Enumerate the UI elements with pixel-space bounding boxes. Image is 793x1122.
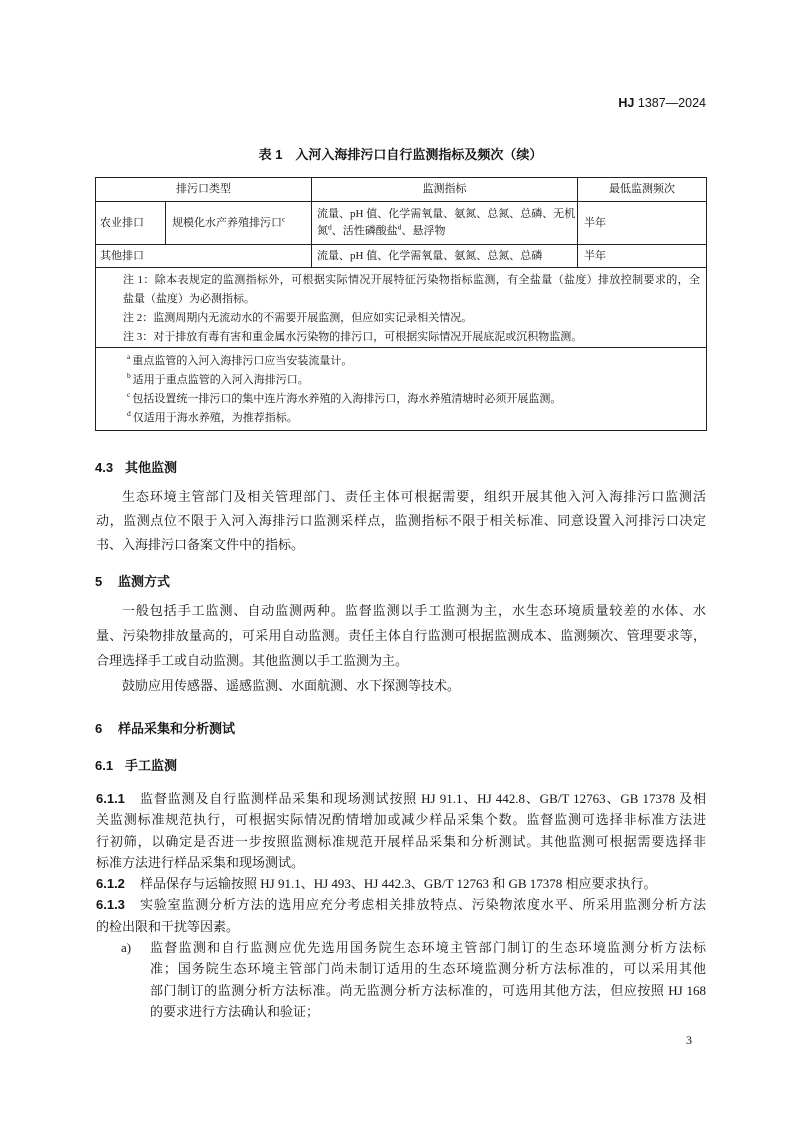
paragraph-line: 的检出限和干扰等因素。 (96, 918, 240, 934)
standard-code-number: 1387—2024 (637, 96, 706, 110)
paragraph-line: 标准方法进行样品采集和现场测试。 (96, 854, 305, 870)
standard-code-prefix: HJ (618, 96, 635, 110)
table-row (96, 245, 707, 268)
paragraph-line: 监督监测及自行监测样品采集和现场测试按照 HJ 91.1、HJ 442.8、GB/T 12763、GB 17378 及相 (140, 791, 706, 806)
section-number: 4.3 (95, 460, 114, 475)
list-item-line: 的要求进行方法确认和验证； (150, 1003, 320, 1019)
subtype-text: 规模化水产养殖排污口 (172, 216, 282, 229)
footnote-text: 仅适用于海水养殖，为推荐指标。 (132, 412, 298, 424)
table-title: 表 1 入河入海排污口自行监测指标及频次（续） (258, 147, 543, 162)
cell-frequency: 半年 (578, 245, 707, 268)
clause-number: 6.1.1 (96, 791, 125, 806)
cell-indicators: 流量、pH 值、化学需氧量、氨氮、总氮、总磷 (312, 245, 578, 268)
indicators-line: 流量、pH 值、化学需氧量、氨氮、总氮、总磷、无机 (317, 208, 576, 220)
list-item-text: 监督监测和自行监测应优先选用国务院生态环境主管部门制订的生态环境监测分析方法标 (150, 940, 706, 956)
section-6-1-body (96, 788, 706, 1022)
note-line: 盐量（盐度）为必测指标。 (123, 293, 255, 305)
cell-category: 其他排口 (96, 245, 312, 268)
indicator-footnote-mark: d (397, 222, 402, 232)
indicator-footnote-mark: d (328, 222, 332, 232)
paragraph-line: 关监测标准规范执行，可根据实际情况酌情增加或减少样品采集个数。监督监测可选择非标准方法进 (96, 812, 706, 828)
section-heading-6-1 (95, 756, 177, 776)
list-item-label: a) (121, 940, 132, 956)
table-footnotes-row (96, 348, 707, 431)
paragraph-line: 量、污染物排放量高的，可采用自动监测。责任主体自行监测可根据监测成本、监测频次、管理要求等， (96, 628, 706, 643)
cell-category: 农业排口 (96, 202, 166, 245)
note-line: 注 2：监测周期内无流动水的不需要开展监测，但应如实记录相关情况。 (123, 312, 473, 324)
indicator-text: 、活性磷酸盐 (331, 225, 398, 237)
paragraph-line: 动，监测点位不限于入河入海排污口监测采样点，监测指标不限于相关标准、同意设置入河排污口决定 (96, 513, 706, 528)
paragraph-line: 一般包括手工监测、自动监测两种。监督监测以手工监测为主，水生态环境质量较差的水体、水 (122, 603, 706, 618)
table-notes (96, 268, 707, 348)
page-number: 3 (686, 1033, 692, 1047)
table-row (96, 202, 707, 245)
footnote-text: 重点监管的入河入海排污口应当安装流量计。 (132, 355, 353, 367)
footnote-text: 适用于重点监管的入河入海排污口。 (132, 374, 309, 386)
section-title: 其他监测 (125, 460, 178, 475)
paragraph-line: 实验室监测分析方法的选用应充分考虑相关排放特点、污染物浓度水平、所采用监测分析方法 (140, 897, 706, 913)
list-item-line: 准；国务院生态环境主管部门尚未制订适用的生态环境监测分析方法标准的，可以采用其他 (150, 961, 706, 977)
cell-indicators (312, 202, 578, 245)
clause-number: 6.1.2 (96, 876, 125, 892)
indicators-line (317, 223, 572, 240)
header-frequency: 最低监测频次 (578, 178, 707, 202)
paragraph-line: 行初筛，以确定是否进一步按照监测标准规范开展样品采集和分析测试。其他监测可根据需要选择非 (96, 833, 706, 849)
header-indicators: 监测指标 (312, 178, 578, 202)
section-title: 监测方式 (118, 574, 171, 589)
table-header-row (96, 178, 707, 202)
section-title: 手工监测 (125, 758, 178, 773)
paragraph-line: 合理选择手工或自动监测。其他监测以手工监测为主。 (96, 653, 409, 668)
monitoring-table (95, 177, 707, 431)
footnote (127, 390, 700, 409)
section-heading-6 (95, 719, 235, 739)
header-outlet-type: 排污口类型 (96, 178, 312, 202)
section-number: 6 (95, 721, 103, 736)
footnote (127, 371, 700, 390)
clause-6-1-3-first-line (96, 894, 706, 915)
note-line: 注 1：除本表规定的监测指标外，可根据实际情况开展特征污染物指标监测，有全盐量（盐度）排放控制要求的，全 (123, 274, 700, 286)
paragraph-line: 样品保存与运输按照 HJ 91.1、HJ 493、HJ 442.3、GB/T 12763 和 GB 17378 相应要求执行。 (140, 876, 657, 892)
standard-code-header (618, 94, 706, 112)
footnote (127, 352, 700, 371)
note-line: 注 3：对于排放有毒有害和重金属水污染物的排污口，可根据实际情况开展底泥或沉积物监测。 (123, 331, 583, 343)
indicator-text: 氮 (317, 225, 328, 237)
indicator-text: 、悬浮物 (401, 225, 446, 237)
section-4-3-body (96, 485, 706, 557)
table-footnotes (96, 348, 707, 431)
section-title: 样品采集和分析测试 (118, 721, 236, 736)
list-item-line: 部门制订的监测分析方法标准。尚无监测分析方法标准的，可选用其他方法，但应按照 HJ 168 (150, 982, 706, 998)
footnote (127, 409, 700, 428)
section-heading-4-3 (95, 458, 177, 478)
paragraph-line: 生态环境主管部门及相关管理部门、责任主体可根据需要，组织开展其他入河入海排污口监测活 (122, 489, 706, 504)
clause-6-1-1-first-line (96, 788, 706, 809)
subtype-footnote-mark: c (282, 213, 286, 223)
footnote-mark: a (127, 352, 131, 362)
paragraph-line: 书、入海排污口备案文件中的指标。 (96, 537, 305, 552)
section-heading-5 (95, 572, 170, 592)
paragraph-line: 鼓励应用传感器、遥感监测、水面航测、水下探测等技术。 (122, 678, 461, 693)
footnote-mark: c (127, 390, 131, 400)
section-number: 5 (95, 574, 103, 589)
cell-subtype (166, 202, 312, 245)
section-number: 6.1 (95, 758, 114, 773)
section-5-body (96, 598, 706, 698)
footnote-mark: b (127, 371, 131, 381)
list-item-a-first-line (121, 937, 706, 958)
cell-frequency: 半年 (578, 202, 707, 245)
clause-6-1-2-line (96, 873, 706, 894)
footnote-text: 包括设置统一排污口的集中连片海水养殖的入海排污口，海水养殖清塘时必须开展监测。 (132, 393, 562, 405)
footnote-mark: d (127, 409, 131, 419)
clause-number: 6.1.3 (96, 897, 125, 913)
table-notes-row (96, 268, 707, 348)
